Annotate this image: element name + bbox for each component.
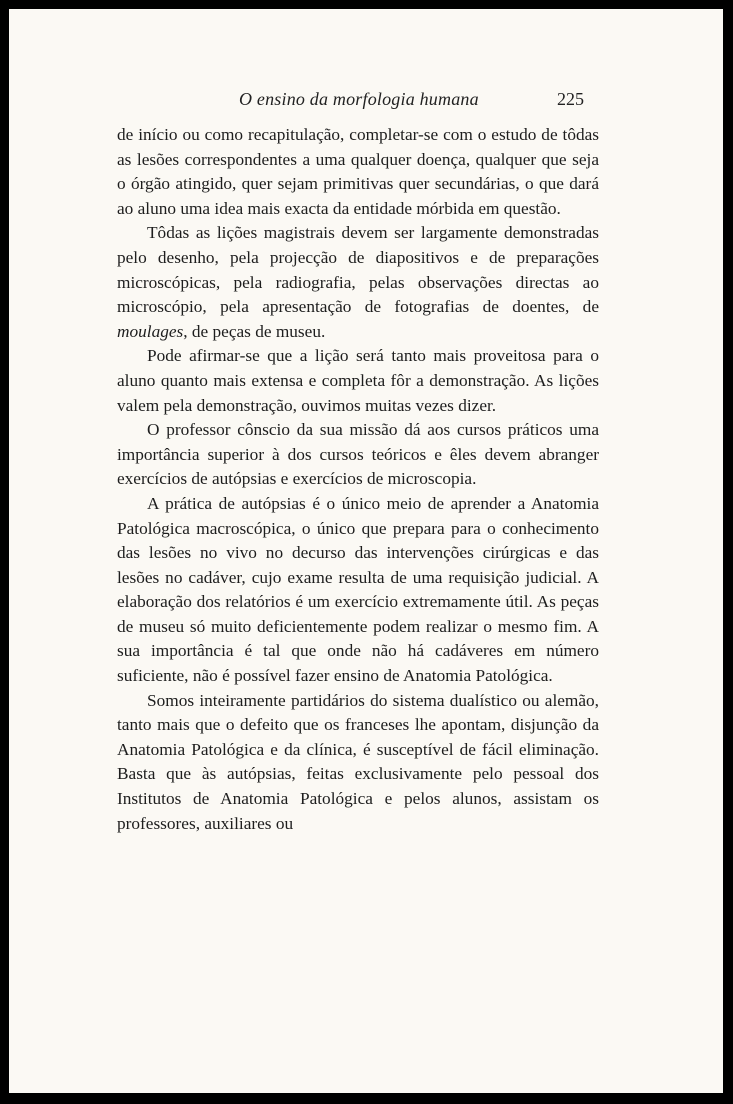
paragraph: A prática de autópsias é o único meio de aprender a Anatomia Patológica macroscópica, o único que prepara para o conhecimento das lesões no vivo no decurso das intervenções cirúrgicas e das lesões no cadáver, cujo exame resulta de uma requisição judicial. A elaboração dos relatórios é um exercício extremamente útil. As peças de museu só muito deficientemente podem realizar o mesmo fim. A sua importância é tal que onde não há cadáveres em número suficiente, não é possível fazer ensino de Anatomia Patológica. [117, 493, 599, 686]
paragraph [117, 221, 599, 344]
paragraph: Pode afirmar-se que a lição será tanto mais proveitosa para o aluno quanto mais extensa e completa fôr a demonstração. As lições valem pela demonstração, ouvimos muitas vezes dizer. [117, 346, 599, 415]
paragraph: Somos inteiramente partidários do sistema dualístico ou alemão, tanto mais que o defeito que os franceses lhe apontam, disjunção da Anatomia Patológica e da clínica, é susceptível de fácil eliminação. Basta que às autópsias, feitas exclusivamente pelo pessoal dos Institutos de Anatomia Patológica e pelos alunos, assistam os professores, auxiliares ou [117, 690, 599, 833]
paragraph-text: , de peças de museu. [183, 321, 326, 341]
paragraph-text: Tôdas as lições magistrais devem ser largamente demonstradas pelo desenho, pela projecção de diapositivos e de preparações microscópicas, pela radiografia, pelas observações directas ao microscópio, pela apresentação de fotografias de doentes, de [117, 223, 599, 317]
body-text [117, 123, 599, 836]
running-title: O ensino da morfologia humana [239, 89, 479, 109]
emphasized-term: moulages [117, 321, 184, 341]
paragraph: O professor cônscio da sua missão dá aos cursos práticos uma importância superior à dos cursos teóricos e êles devem abranger exercícios de autópsias e exercícios de microscopia. [117, 420, 599, 489]
book-page [9, 9, 723, 1093]
paragraph: de início ou como recapitulação, completar-se com o estudo de tôdas as lesões correspondentes a uma qualquer doença, qualquer que seja o órgão atingido, quer sejam primitivas quer secundárias, o que dará ao aluno uma idea mais exacta da entidade mórbida em questão. [117, 125, 599, 218]
page-number: 225 [557, 89, 584, 109]
